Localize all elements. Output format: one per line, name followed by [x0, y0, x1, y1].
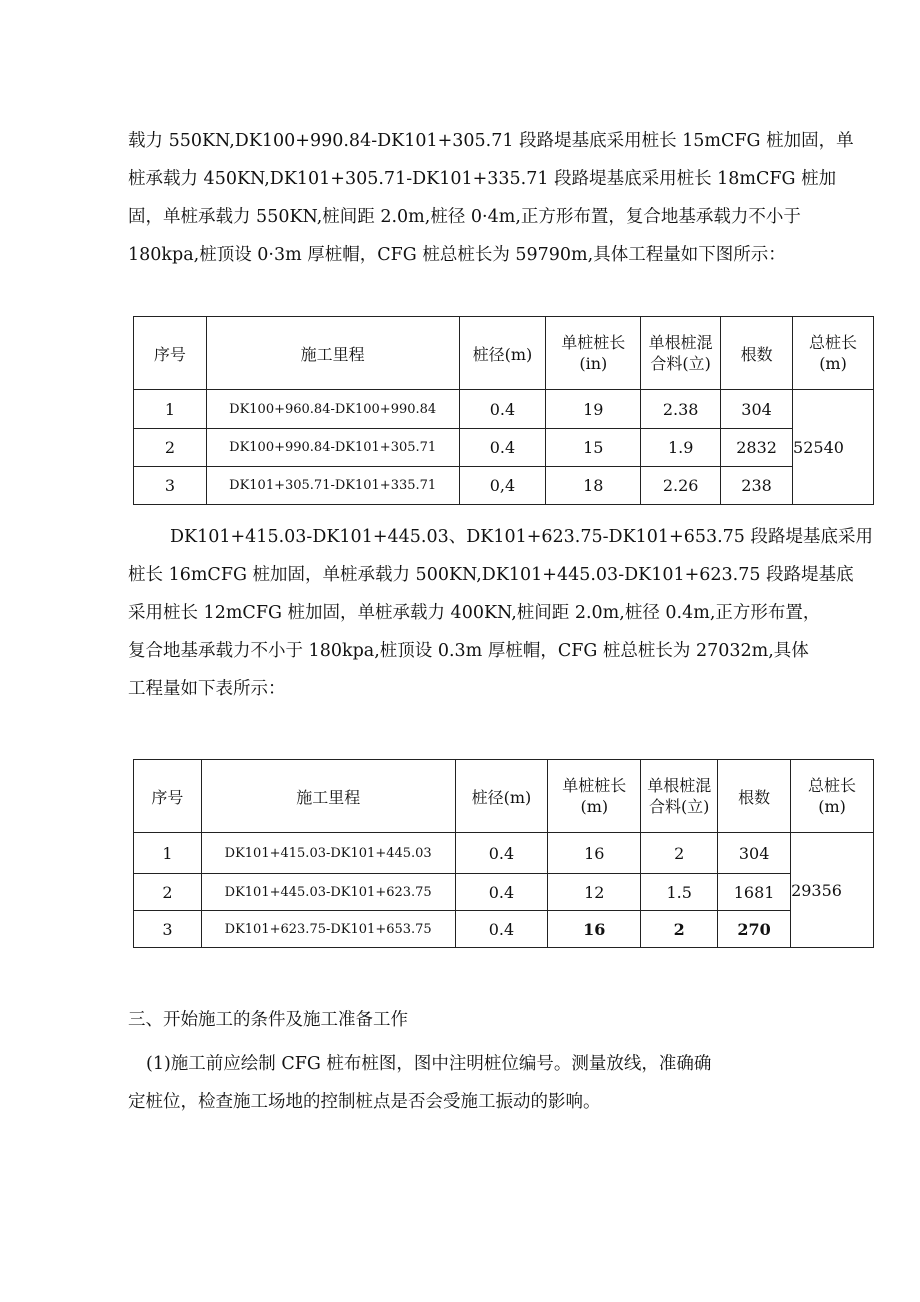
serial-cell: 3 — [134, 467, 207, 505]
paragraph-line: 复合地基承载力不小于 180kpa,桩顶设 0.3m 厚桩帽，CFG 桩总桩长为 27032m,具体 — [128, 641, 809, 661]
count-cell: 238 — [721, 467, 793, 505]
diameter-cell: 0.4 — [459, 390, 546, 429]
count-cell: 304 — [721, 390, 793, 429]
mileage-cell: DK100+990.84-DK101+305.71 — [206, 429, 459, 467]
mix-cell: 2 — [641, 833, 718, 874]
paragraph-line: DK101+415.03-DK101+445.03、DK101+623.75-DK101+653.75 段路堤基底采用 — [170, 527, 873, 547]
second-paragraph — [128, 518, 878, 708]
mix-cell: 1.5 — [641, 874, 718, 911]
header-diameter: 桩径(m) — [455, 760, 548, 833]
count-cell: 270 — [718, 911, 791, 948]
header-count: 根数 — [721, 317, 793, 390]
section-paragraph — [128, 1045, 848, 1121]
header-total-length: 总桩长(m) — [793, 317, 874, 390]
serial-cell: 2 — [134, 874, 202, 911]
table-header-row — [134, 317, 874, 390]
paragraph-line: 工程量如下表所示： — [128, 679, 286, 699]
header-diameter: 桩径(m) — [459, 317, 546, 390]
table-header-row — [134, 760, 874, 833]
mileage-cell: DK100+960.84-DK100+990.84 — [206, 390, 459, 429]
diameter-cell: 0.4 — [459, 429, 546, 467]
mileage-cell: DK101+623.75-DK101+653.75 — [201, 911, 455, 948]
paragraph-line: 固，单桩承载力 550KN,桩间距 2.0m,桩径 0·4m,正方形布置，复合地基承载力不小于 — [128, 207, 801, 227]
mileage-cell: DK101+305.71-DK101+335.71 — [206, 467, 459, 505]
table-row — [134, 911, 874, 948]
paragraph-line: 桩承载力 450KN,DK101+305.71-DK101+335.71 段路堤基底采用桩长 18mCFG 桩加 — [128, 169, 837, 189]
length-cell: 16 — [548, 911, 641, 948]
pile-quantity-table-1 — [133, 316, 874, 505]
table-row — [134, 833, 874, 874]
intro-paragraph — [128, 122, 878, 274]
mix-cell: 2 — [641, 911, 718, 948]
length-cell: 12 — [548, 874, 641, 911]
header-mix: 单根桩混合料(立) — [641, 317, 721, 390]
header-total-length: 总桩长(m) — [791, 760, 874, 833]
paragraph-line: 采用桩长 12mCFG 桩加固，单桩承载力 400KN,桩间距 2.0m,桩径 0.4m,正方形布置， — [128, 603, 821, 623]
header-serial: 序号 — [134, 760, 202, 833]
serial-cell: 2 — [134, 429, 207, 467]
diameter-cell: 0.4 — [455, 833, 548, 874]
count-cell: 1681 — [718, 874, 791, 911]
mix-cell: 2.26 — [641, 467, 721, 505]
paragraph-line: 定桩位，检查施工场地的控制桩点是否会受施工振动的影响。 — [128, 1092, 601, 1112]
table-row — [134, 467, 874, 505]
mix-cell: 2.38 — [641, 390, 721, 429]
diameter-cell: 0,4 — [459, 467, 546, 505]
paragraph-line: 180kpa,桩顶设 0·3m 厚桩帽，CFG 桩总桩长为 59790m,具体工程量如下图所示： — [128, 245, 786, 265]
table-row — [134, 429, 874, 467]
table-row — [134, 390, 874, 429]
paragraph-line: (1)施工前应绘制 CFG 桩布桩图，图中注明桩位编号。测量放线，准确确 — [146, 1054, 712, 1074]
header-pile-length: 单桩桩长(m) — [548, 760, 641, 833]
header-mix: 单根桩混合料(立) — [641, 760, 718, 833]
header-pile-length: 单桩桩长(in) — [546, 317, 641, 390]
paragraph-line: 桩长 16mCFG 桩加固，单桩承载力 500KN,DK101+445.03-DK101+623.75 段路堤基底 — [128, 565, 854, 585]
mileage-cell: DK101+445.03-DK101+623.75 — [201, 874, 455, 911]
header-mileage: 施工里程 — [206, 317, 459, 390]
paragraph-line: 载力 550KN,DK100+990.84-DK101+305.71 段路堤基底采用桩长 15mCFG 桩加固，单 — [128, 131, 854, 151]
diameter-cell: 0.4 — [455, 911, 548, 948]
length-cell: 16 — [548, 833, 641, 874]
diameter-cell: 0.4 — [455, 874, 548, 911]
mileage-cell: DK101+415.03-DK101+445.03 — [201, 833, 455, 874]
serial-cell: 1 — [134, 390, 207, 429]
mix-cell: 1.9 — [641, 429, 721, 467]
section-heading: 三、开始施工的条件及施工准备工作 — [128, 1010, 408, 1030]
table-row — [134, 874, 874, 911]
length-cell: 18 — [546, 467, 641, 505]
header-count: 根数 — [718, 760, 791, 833]
pile-quantity-table-2 — [133, 759, 874, 948]
serial-cell: 1 — [134, 833, 202, 874]
total-length-cell: 52540 — [793, 390, 874, 505]
serial-cell: 3 — [134, 911, 202, 948]
header-serial: 序号 — [134, 317, 207, 390]
length-cell: 15 — [546, 429, 641, 467]
header-mileage: 施工里程 — [201, 760, 455, 833]
total-length-cell: 29356 — [791, 833, 874, 948]
count-cell: 2832 — [721, 429, 793, 467]
count-cell: 304 — [718, 833, 791, 874]
length-cell: 19 — [546, 390, 641, 429]
